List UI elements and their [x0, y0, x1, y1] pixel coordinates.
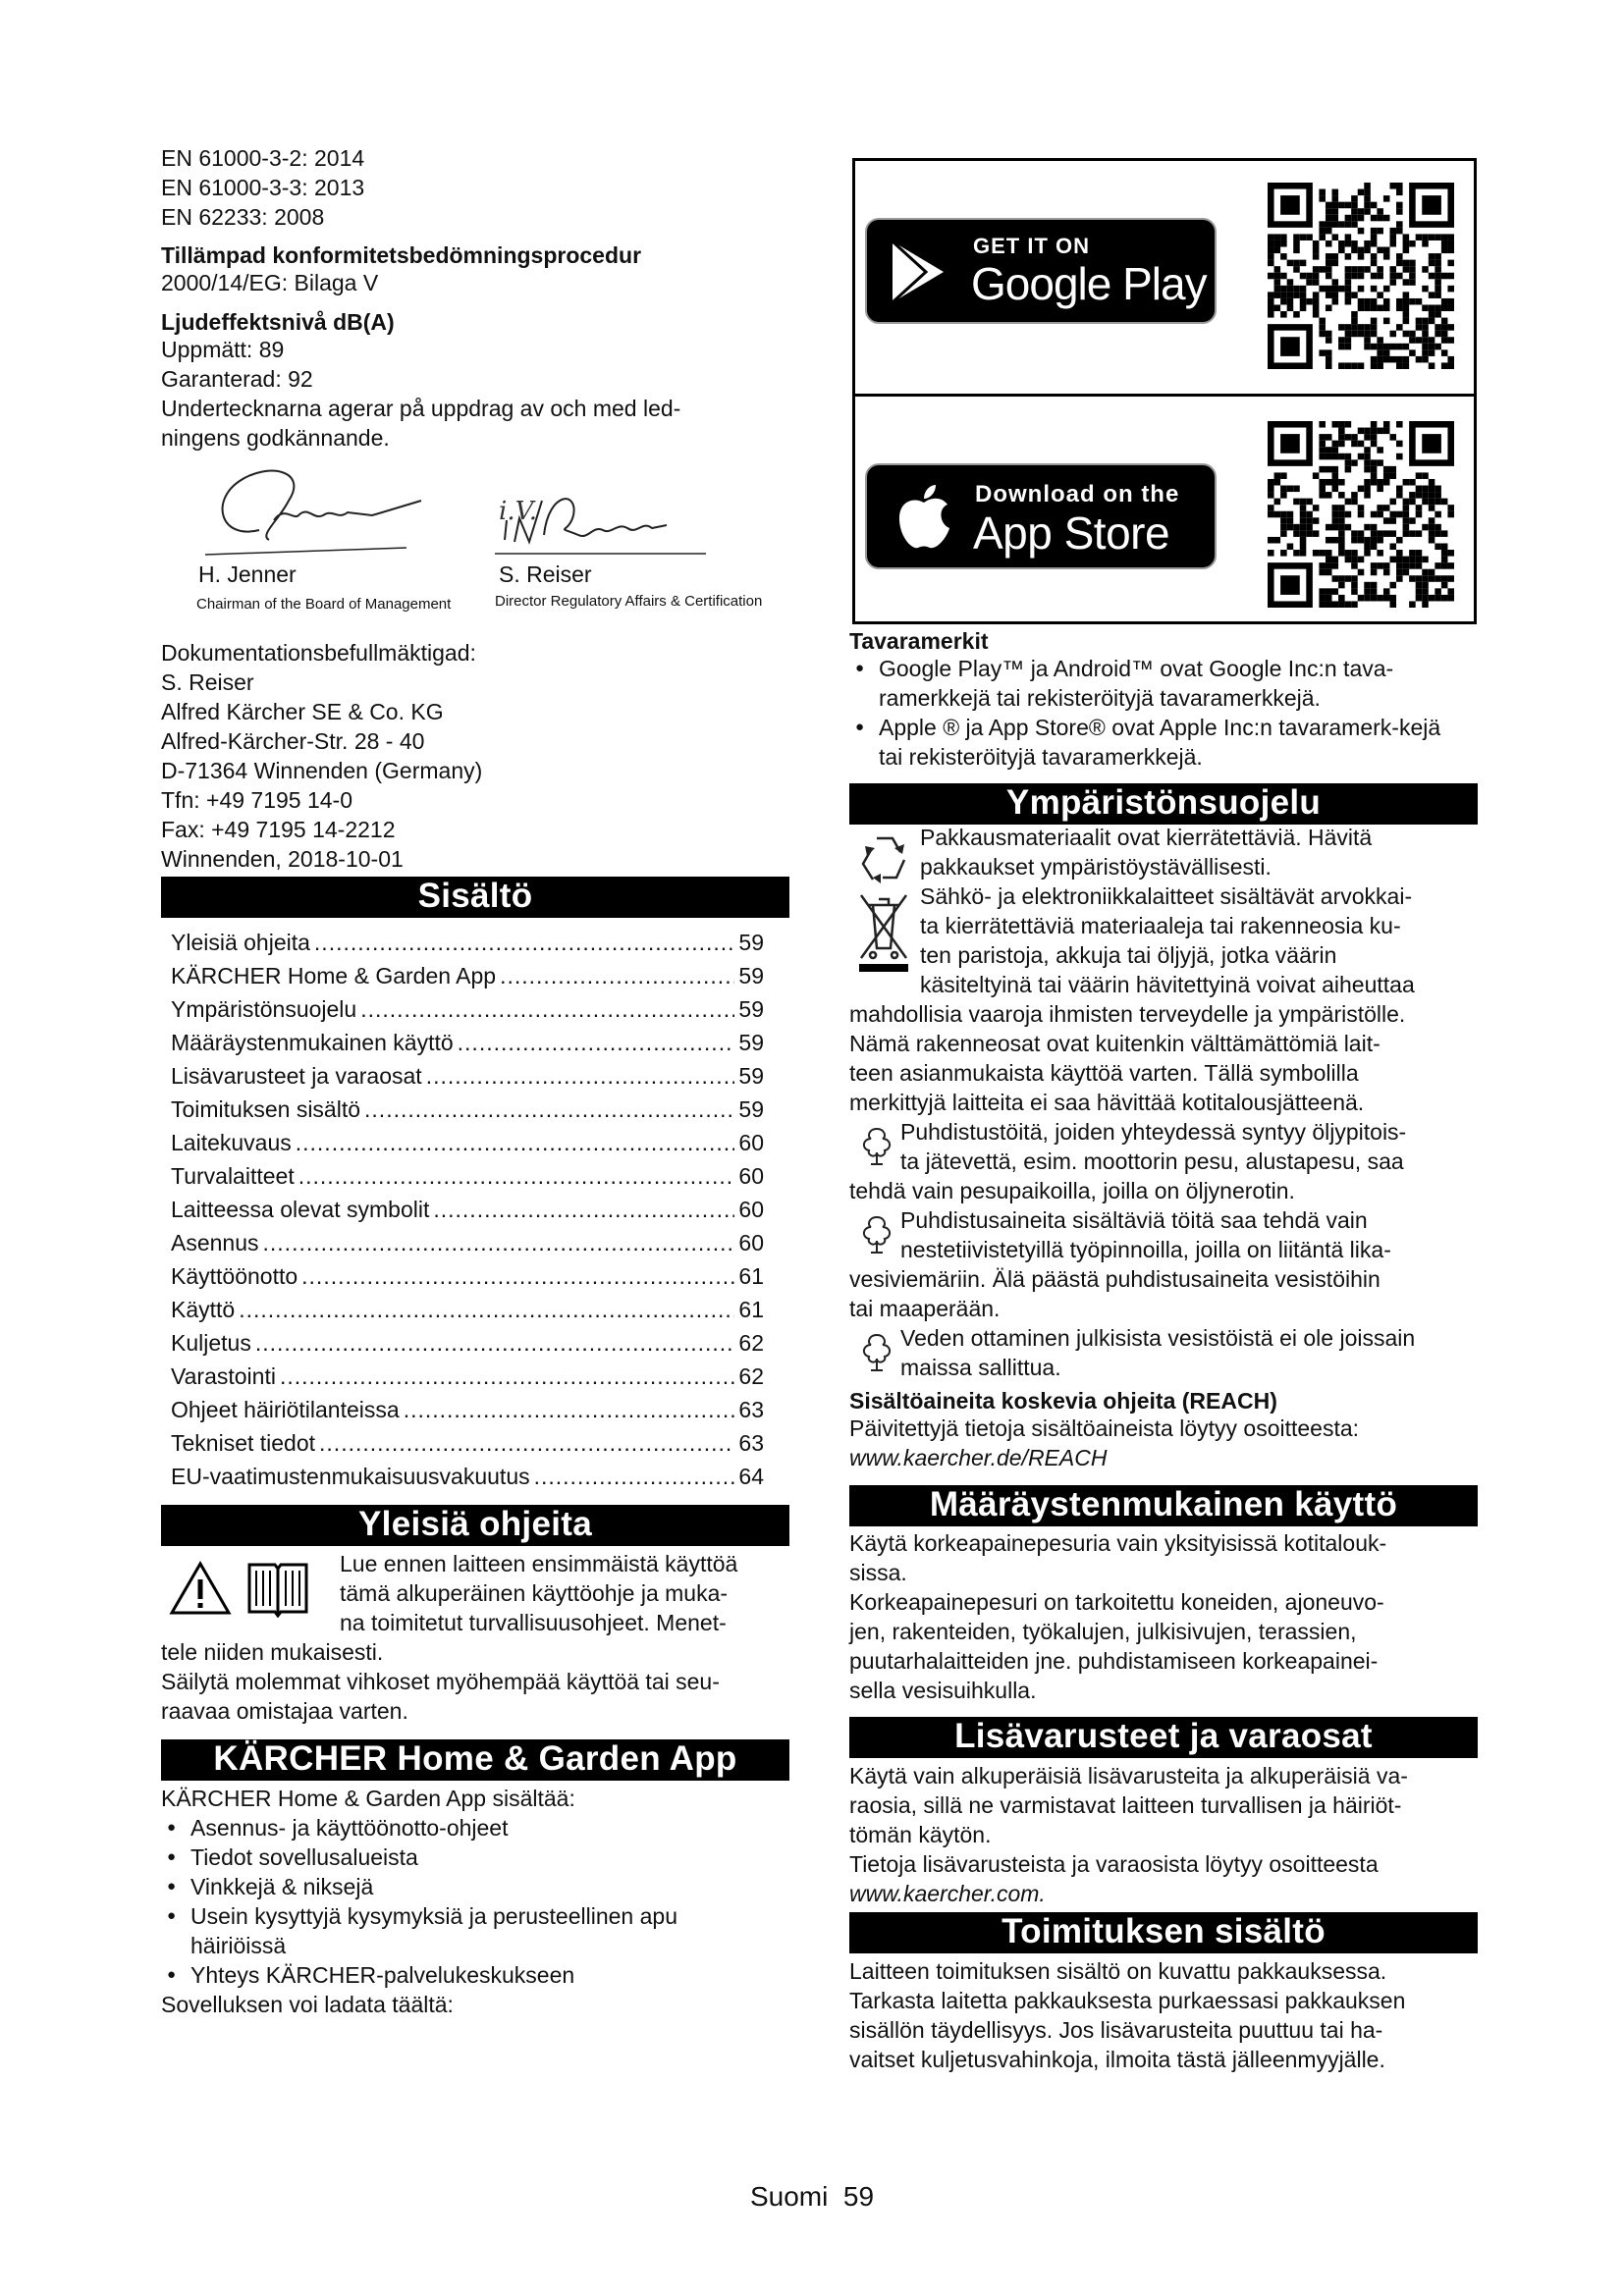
toc-page: 63 [738, 1397, 764, 1422]
environment-tree-icon [857, 1331, 896, 1372]
google-play-icon [889, 240, 947, 304]
toc-page: 61 [738, 1297, 764, 1322]
text-line: Laitteen toimituksen sisältö on kuvattu pakkauksessa. [849, 1958, 1387, 1984]
text-line: Käytä vain alkuperäisiä lisävarusteita ja alkuperäisiä va- [849, 1763, 1408, 1789]
text-line: Lue ennen laitteen ensimmäistä käyttöä [340, 1551, 738, 1576]
standard-line: EN 61000-3-3: 2013 [161, 175, 365, 200]
text-line: tämä alkuperäinen käyttöohje ja muka- [340, 1580, 729, 1606]
use-text [849, 1528, 1386, 1705]
toc-page: 60 [738, 1230, 764, 1255]
text-line: Puhdistustöitä, joiden yhteydessä syntyy öljypitois- [900, 1119, 1407, 1145]
toc-row[interactable] [171, 926, 764, 959]
toc-page: 60 [738, 1130, 764, 1155]
signatory-text-1: Undertecknarna agerar på uppdrag av och med led- [161, 396, 681, 421]
text-line: ta jätevettä, esim. moottorin pesu, alustapesu, saa [900, 1148, 1404, 1174]
environment-tree-icon [857, 1125, 896, 1166]
toc-heading: Sisältö [161, 877, 789, 918]
reach-url-link[interactable]: www.kaercher.de/REACH [849, 1445, 1108, 1470]
general-p2-line: raavaa omistajaa varten. [161, 1698, 408, 1724]
manual-book-icon [245, 1557, 310, 1618]
app-heading: KÄRCHER Home & Garden App [161, 1739, 789, 1781]
toc-leader [360, 992, 734, 1026]
trademarks-list [849, 654, 1478, 772]
toc-row[interactable] [171, 1059, 764, 1093]
list-item: ● Apple ® ja App Store® ovat Apple Inc:n tavaramerk-kejä tai rekisteröityjä tavaramerkkejä. [849, 713, 1448, 772]
toc-leader [239, 1293, 734, 1326]
text-line: Sähkö- ja elektroniikkalaitteet sisältävät arvokkai- [920, 883, 1413, 909]
text-line: sisällön täydellisyys. Jos lisävarusteita puuttuu tai ha- [849, 2017, 1383, 2043]
toc-row[interactable] [171, 992, 764, 1026]
toc-page: 62 [738, 1330, 764, 1356]
sig1-name: H. Jenner [198, 561, 297, 587]
list-item: ● Vinkkejä & niksejä [161, 1872, 789, 1901]
toc-leader [458, 1026, 735, 1059]
toc-label: Yleisiä ohjeita [171, 930, 310, 955]
toc-row[interactable] [171, 1226, 764, 1259]
app-store-big-text: App Store [973, 507, 1170, 559]
text-line: vesiviemäriin. Älä päästä puhdistusaineita vesistöihin [849, 1266, 1380, 1292]
general-p2-line: Säilytä molemmat vihkoset myöhempää käyttöä tai seu- [161, 1669, 720, 1694]
toc-label: Käyttöönotto [171, 1263, 298, 1289]
toc-label: Asennus [171, 1230, 259, 1255]
env-water-text [900, 1323, 1415, 1382]
toc-page: 59 [738, 996, 764, 1022]
signature-jenner [200, 461, 426, 560]
toc-label: Toimituksen sisältö [171, 1096, 361, 1122]
toc-row[interactable] [171, 1326, 764, 1360]
toc-leader [314, 926, 734, 959]
scope-heading: Toimituksen sisältö [849, 1912, 1478, 1953]
address-line: Tfn: +49 7195 14-0 [161, 787, 353, 813]
text-line: teen asianmukaista käyttöä varten. Tällä symbolilla [849, 1060, 1359, 1086]
toc-leader [263, 1226, 735, 1259]
toc-row[interactable] [171, 1193, 764, 1226]
toc-leader [280, 1360, 734, 1393]
sig2-title: Director Regulatory Affairs & Certification [495, 593, 763, 610]
text-line: na toimitetut turvallisuusohjeet. Menet- [340, 1610, 727, 1635]
text-line: raosia, sillä ne varmistavat laitteen turvallisen ja häiriöt- [849, 1792, 1402, 1818]
toc-page: 59 [738, 963, 764, 988]
toc-label: EU-vaatimustenmukaisuusvakuutus [171, 1464, 530, 1489]
toc-row[interactable] [171, 1460, 764, 1493]
text-line: Käytä korkeapainepesuria vain yksityisissä kotitalouk- [849, 1530, 1387, 1556]
text-line: jen, rakenteiden, työkalujen, julkisivujen, terassien, [849, 1619, 1357, 1644]
toc-leader [296, 1126, 735, 1159]
toc-page: 59 [738, 1063, 764, 1089]
toc-row[interactable] [171, 1426, 764, 1460]
env-weee-text [920, 881, 1415, 999]
toc-row[interactable] [171, 1093, 764, 1126]
general-p1-tail: tele niiden mukaisesti. [161, 1639, 384, 1665]
toc-label: KÄRCHER Home & Garden App [171, 963, 497, 988]
toc-row[interactable] [171, 1159, 764, 1193]
sig1-title: Chairman of the Board of Management [196, 596, 452, 613]
address-line: Alfred-Kärcher-Str. 28 - 40 [161, 728, 425, 754]
toc-label: Laitteessa olevat symbolit [171, 1197, 430, 1222]
toc-row[interactable] [171, 1026, 764, 1059]
toc-leader [534, 1460, 735, 1493]
list-item: ● Tiedot sovellusalueista [161, 1842, 789, 1872]
toc-label: Käyttö [171, 1297, 236, 1322]
address-line: Alfred Kärcher SE & Co. KG [161, 699, 444, 724]
toc-page: 61 [738, 1263, 764, 1289]
toc-page: 63 [738, 1430, 764, 1456]
toc-leader [364, 1093, 734, 1126]
general-p1 [340, 1549, 737, 1637]
env-clean-text [900, 1205, 1391, 1264]
toc-page: 62 [738, 1363, 764, 1389]
toc-page: 60 [738, 1163, 764, 1189]
google-play-big-text: Google Play [971, 258, 1207, 309]
text-line: Korkeapainepesuri on tarkoitettu koneiden, ajoneuvo- [849, 1589, 1384, 1615]
text-line: maissa sallittua. [900, 1355, 1061, 1380]
toc-label: Ympäristönsuojelu [171, 996, 357, 1022]
address-line: Winnenden, 2018-10-01 [161, 846, 404, 872]
crossed-out-bin-icon [857, 889, 910, 974]
address-line: S. Reiser [161, 669, 254, 695]
env-weee-tail [849, 999, 1405, 1117]
toc-label: Tekniset tiedot [171, 1430, 316, 1456]
reach-heading: Sisältöaineita koskevia ohjeita (REACH) [849, 1388, 1277, 1414]
env-oil-tail: tehdä vain pesupaikoilla, joilla on öljynerotin. [849, 1178, 1295, 1203]
noise-guaranteed: Garanterad: 92 [161, 366, 313, 392]
text-line: ta kierrätettäviä materiaaleja tai rakenneosia ku- [920, 913, 1401, 938]
google-play-qr-code[interactable] [1268, 183, 1454, 369]
noise-measured: Uppmätt: 89 [161, 337, 285, 362]
text-line: tömän käytön. [849, 1822, 992, 1847]
scope-text [849, 1956, 1405, 2074]
app-store-badge[interactable] [865, 463, 1217, 569]
text-line: Nämä rakenneosat ovat kuitenkin välttämättömiä lait- [849, 1031, 1380, 1056]
toc-label: Varastointi [171, 1363, 276, 1389]
text-line: Puhdistusaineita sisältäviä töitä saa tehdä vain [900, 1207, 1368, 1233]
toc-leader [500, 959, 734, 992]
toc-leader [298, 1159, 735, 1193]
text-line: Tietoja lisävarusteista ja varaosista löytyy osoitteesta [849, 1851, 1379, 1877]
toc-row[interactable] [171, 1393, 764, 1426]
text-line: ten paristoja, akkuja tai öljyjä, jotka väärin [920, 942, 1337, 968]
toc-label: Laitekuvaus [171, 1130, 292, 1155]
page-footer [0, 2181, 1624, 2213]
use-heading: Määräystenmukainen käyttö [849, 1485, 1478, 1526]
text-line: sella vesisuihkulla. [849, 1678, 1037, 1703]
toc-page: 59 [738, 1030, 764, 1055]
standards-list [161, 143, 364, 232]
toc-row[interactable] [171, 1293, 764, 1326]
list-item: ● Asennus- ja käyttöönotto-ohjeet [161, 1813, 789, 1842]
sig2-name: S. Reiser [499, 561, 592, 587]
reach-text: Päivitettyjä tietoja sisältöaineista löytyy osoitteesta: [849, 1415, 1360, 1441]
text-line: Veden ottaminen julkisista vesistöistä ei ole joissain [900, 1325, 1416, 1351]
list-item: ● Google Play™ ja Android™ ovat Google Inc:n tava-ramerkkejä tai rekisteröityjä tavaramerkkejä. [849, 654, 1448, 713]
standard-line: EN 61000-3-2: 2014 [161, 145, 365, 171]
env-clean-tail [849, 1264, 1380, 1323]
address-line: Dokumentationsbefullmäktigad: [161, 640, 476, 666]
toc-row[interactable] [171, 1126, 764, 1159]
box-divider [855, 394, 1474, 397]
toc-label: Kuljetus [171, 1330, 251, 1356]
environment-tree-icon [857, 1213, 896, 1255]
toc-page: 60 [738, 1197, 764, 1222]
accessories-heading: Lisävarusteet ja varaosat [849, 1717, 1478, 1758]
env-oil-text [900, 1117, 1406, 1176]
trademarks-heading: Tavaramerkit [849, 628, 989, 654]
sig2-prefix: i.V. [499, 497, 538, 526]
toc-page: 64 [738, 1464, 764, 1489]
general-heading: Yleisiä ohjeita [161, 1505, 789, 1546]
env-recycle-text [920, 823, 1372, 881]
toc-leader [301, 1259, 734, 1293]
recycling-icon [855, 830, 914, 889]
standard-line: EN 62233: 2008 [161, 204, 325, 230]
toc-label: Lisävarusteet ja varaosat [171, 1063, 422, 1089]
text-line: Tarkasta laitetta pakkauksesta purkaessasi pakkauksen [849, 1988, 1406, 2013]
toc-label: Ohjeet häiriötilanteissa [171, 1397, 400, 1422]
page-number: 59 [842, 2181, 875, 2212]
toc-leader [255, 1326, 735, 1360]
google-play-small-text: GET IT ON [973, 234, 1090, 258]
procedure-text: 2000/14/EG: Bilaga V [161, 270, 379, 295]
app-intro: KÄRCHER Home & Garden App sisältää: [161, 1786, 575, 1811]
text-line: merkittyjä laitteita ei saa hävittää kotitalousjätteenä. [849, 1090, 1365, 1115]
toc-leader [319, 1426, 734, 1460]
text-line: mahdollisia vaaroja ihmisten terveydelle ja ympäristölle. [849, 1001, 1406, 1027]
app-store-small-text: Download on the [975, 481, 1180, 507]
table-of-contents [171, 926, 764, 1493]
google-play-badge[interactable] [865, 218, 1217, 324]
signatory-text-2: ningens godkännande. [161, 425, 390, 451]
env-heading: Ympäristönsuojelu [849, 783, 1478, 825]
app-store-box [852, 158, 1477, 624]
list-item: ● Yhteys KÄRCHER-palvelukeskukseen [161, 1960, 789, 1990]
text-line: sissa. [849, 1560, 907, 1585]
toc-page: 59 [738, 1096, 764, 1122]
address-line: Fax: +49 7195 14-2212 [161, 817, 396, 842]
signatures [161, 461, 789, 623]
warning-icon [169, 1561, 232, 1616]
toc-leader [426, 1059, 735, 1093]
accessories-text [849, 1761, 1408, 1908]
toc-leader [433, 1193, 734, 1226]
apple-icon [896, 483, 951, 550]
text-line: käsiteltyinä tai väärin hävitettyinä voivat aiheuttaa [920, 972, 1415, 997]
toc-label: Turvalaitteet [171, 1163, 295, 1189]
noise-heading: Ljudeffektsnivå dB(A) [161, 309, 395, 335]
toc-page: 59 [738, 930, 764, 955]
toc-row[interactable] [171, 959, 764, 992]
toc-row[interactable] [171, 1259, 764, 1293]
toc-label: Määräystenmukainen käyttö [171, 1030, 454, 1055]
footer-language: Suomi [749, 2181, 829, 2212]
app-store-qr-code[interactable] [1268, 421, 1454, 608]
procedure-heading: Tillämpad konformitetsbedömningsprocedur [161, 242, 642, 268]
app-download-text: Sovelluksen voi ladata täältä: [161, 1992, 454, 2017]
text-line: Pakkausmateriaalit ovat kierrätettäviä. Hävitä [920, 825, 1373, 850]
address-line: D-71364 Winnenden (Germany) [161, 758, 483, 783]
text-line: pakkaukset ympäristöystävällisesti. [920, 854, 1272, 880]
text-line: puutarhalaitteiden jne. puhdistamiseen korkeapainei- [849, 1648, 1379, 1674]
accessories-url-link[interactable]: www.kaercher.com. [849, 1881, 1046, 1906]
list-item [161, 1901, 770, 1960]
text-line: vaitset kuljetusvahinkoja, ilmoita tästä jälleenmyyjälle. [849, 2047, 1385, 2072]
toc-leader [404, 1393, 735, 1426]
text-line: nestetiivistetyillä työpinnoilla, joilla on liitäntä lika- [900, 1237, 1391, 1262]
app-features-list [161, 1813, 789, 1990]
address-block [161, 638, 482, 874]
toc-row[interactable] [171, 1360, 764, 1393]
list-item-text: Usein kysyttyjä kysymyksiä ja perusteellinen apu häiriöissä [190, 1903, 677, 1958]
text-line: tai maaperään. [849, 1296, 1001, 1321]
